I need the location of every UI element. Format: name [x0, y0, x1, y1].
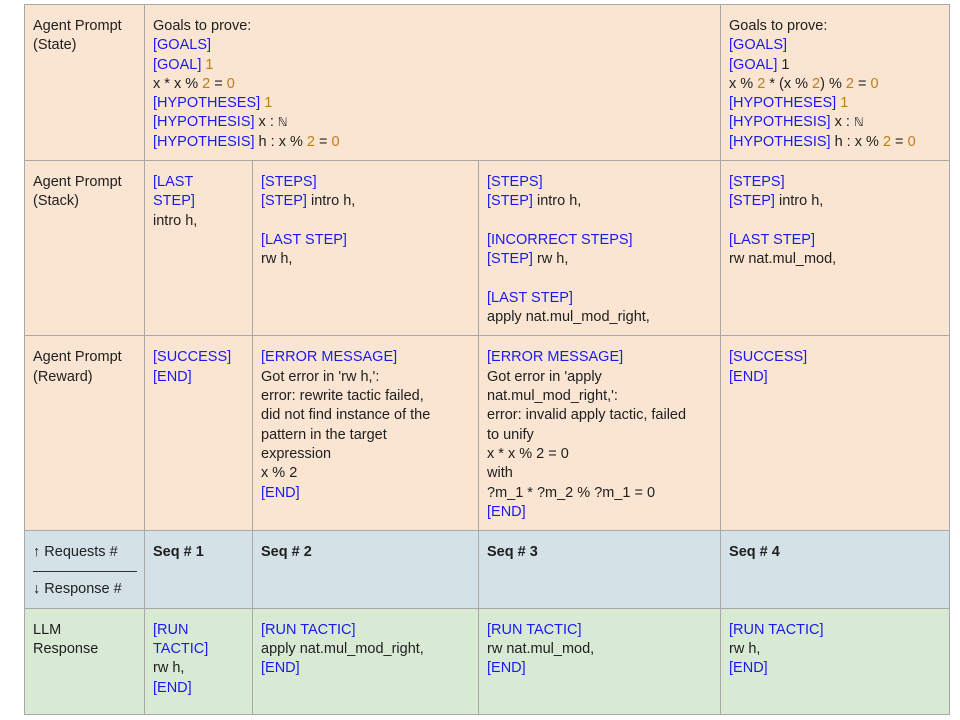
- tag-token: [LAST STEP]: [729, 231, 815, 248]
- tag-token: [HYPOTHESIS]: [729, 133, 831, 150]
- text-token: * (x %: [765, 75, 813, 92]
- tag-token: [RUN TACTIC]: [487, 621, 582, 638]
- state-cell-seq-1-3: [145, 5, 721, 161]
- text-token: rw h,: [153, 660, 185, 677]
- state-row: [25, 5, 950, 161]
- tag-token: [END]: [261, 660, 300, 677]
- reward-cell-seq-2: [253, 336, 479, 531]
- tag-token: [STEP]: [487, 251, 533, 268]
- text-token: Got error in 'rw h,': error: rewrite tactic failed, did not find instance of the pattern in the target expression x % 2: [261, 368, 431, 482]
- text-token: apply nat.mul_mod_right,: [261, 641, 424, 658]
- text-token: intro h,: [153, 212, 198, 229]
- tag-token: [STEP]: [487, 193, 533, 210]
- text-token: x :: [830, 114, 854, 131]
- seq-row: [25, 531, 950, 609]
- numeral-token: 2: [812, 75, 821, 92]
- stack-row: [25, 161, 950, 336]
- text-token: h : x %: [830, 133, 883, 150]
- text-token: apply nat.mul_mod_right,: [487, 309, 650, 326]
- state-row-label: Agent Prompt (State): [25, 5, 145, 161]
- tag-token: [HYPOTHESIS]: [153, 133, 255, 150]
- tag-token: [HYPOTHESES]: [729, 95, 837, 112]
- numeral-token: 0: [870, 75, 879, 92]
- text-token: intro h,: [536, 193, 582, 210]
- numeral-token: 2: [882, 133, 892, 150]
- stack-row-label: Agent Prompt (Stack): [25, 161, 145, 336]
- tag-token: [RUN TACTIC]: [153, 621, 209, 658]
- numeral-token: 2: [306, 133, 315, 150]
- tag-token: [STEP]: [729, 193, 775, 210]
- text-token: x * x %: [153, 75, 203, 92]
- tag-token: [GOAL]: [153, 56, 202, 73]
- seq-row-label: [25, 531, 145, 609]
- text-token: x :: [254, 114, 278, 131]
- numeral-token: 0: [331, 133, 340, 150]
- text-token: Got error in 'apply nat.mul_mod_right,': error: invalid apply tactic, failed to unify x * x % 2 = 0 with ?m_1 * ?m_2 % ?m_1 = 0: [487, 368, 687, 501]
- seq-number-4: Seq # 4: [721, 531, 950, 609]
- text-token: rw nat.mul_mod,: [729, 251, 837, 268]
- text-token: rw nat.mul_mod,: [487, 641, 595, 658]
- tag-token: [ERROR MESSAGE]: [487, 349, 624, 366]
- tag-token: [STEPS]: [261, 174, 317, 191]
- stack-cell-seq-4: [721, 161, 950, 336]
- tag-token: [END]: [153, 679, 192, 696]
- tag-token: [STEP]: [261, 193, 307, 210]
- text-token: ℕ: [853, 115, 864, 130]
- reward-cell-seq-4: [721, 336, 950, 531]
- tag-token: [END]: [487, 660, 526, 677]
- response-cell-seq-4: [721, 608, 950, 714]
- text-token: rw h,: [729, 641, 761, 658]
- numeral-token: 1: [260, 95, 273, 112]
- tag-token: [SUCCESS] [END]: [729, 349, 808, 385]
- tag-token: [END]: [487, 503, 526, 520]
- numeral-token: 2: [845, 75, 854, 92]
- text-token: =: [853, 75, 871, 92]
- tag-token: [HYPOTHESIS]: [729, 114, 831, 131]
- response-row-label: LLM Response: [25, 608, 145, 714]
- tag-token: [RUN TACTIC]: [729, 621, 824, 638]
- response-row: [25, 608, 950, 714]
- tag-token: [INCORRECT STEPS]: [487, 231, 633, 248]
- text-token: Goals to prove:: [729, 18, 828, 34]
- response-cell-seq-1: [145, 608, 253, 714]
- text-token: =: [315, 133, 332, 150]
- seq-number-1: Seq # 1: [145, 531, 253, 609]
- text-token: intro h,: [310, 193, 356, 210]
- text-token: ) %: [820, 75, 846, 92]
- reward-cell-seq-3: [479, 336, 721, 531]
- tag-token: [HYPOTHESES]: [153, 95, 261, 112]
- numeral-token: 1: [201, 56, 214, 73]
- text-token: intro h,: [778, 193, 824, 210]
- numeral-token: 2: [757, 75, 766, 92]
- state-cell-seq-4: [721, 5, 950, 161]
- tag-token: [LAST STEP]: [153, 174, 195, 210]
- tag-token: [GOALS]: [729, 37, 788, 54]
- text-token: =: [210, 75, 227, 92]
- numeral-token: 0: [907, 133, 916, 150]
- text-token: h : x %: [254, 133, 307, 150]
- tag-token: [HYPOTHESIS]: [153, 114, 255, 131]
- reward-cell-seq-1: [145, 336, 253, 531]
- tag-token: [GOAL]: [729, 56, 778, 73]
- stack-cell-seq-2: [253, 161, 479, 336]
- text-token: rw h,: [261, 251, 293, 268]
- response-label: ↓ Response #: [33, 581, 122, 598]
- tag-token: [STEPS]: [487, 174, 543, 191]
- text-token: x %: [729, 75, 758, 92]
- tag-token: [LAST STEP]: [261, 231, 347, 248]
- reward-row-label: Agent Prompt (Reward): [25, 336, 145, 531]
- tag-token: [STEPS]: [729, 174, 785, 191]
- numeral-token: 1: [836, 95, 849, 112]
- tag-token: [ERROR MESSAGE]: [261, 349, 398, 366]
- requests-label: ↑ Requests #: [33, 544, 118, 561]
- text-token: 1: [777, 56, 790, 73]
- response-cell-seq-2: [253, 608, 479, 714]
- tag-token: [RUN TACTIC]: [261, 621, 356, 638]
- text-token: Goals to prove:: [153, 18, 252, 34]
- text-token: rw h,: [536, 251, 569, 268]
- tag-token: [GOALS]: [153, 37, 212, 54]
- numeral-token: 0: [226, 75, 235, 92]
- text-token: ℕ: [277, 115, 288, 130]
- divider: [33, 571, 137, 572]
- response-cell-seq-3: [479, 608, 721, 714]
- seq-number-2: Seq # 2: [253, 531, 479, 609]
- tag-token: [END]: [261, 484, 300, 501]
- stack-cell-seq-3: [479, 161, 721, 336]
- seq-number-3: Seq # 3: [479, 531, 721, 609]
- numeral-token: 2: [202, 75, 211, 92]
- reward-row: [25, 336, 950, 531]
- tag-token: [LAST STEP]: [487, 289, 573, 306]
- stack-cell-seq-1: [145, 161, 253, 336]
- text-token: =: [891, 133, 908, 150]
- tag-token: [SUCCESS] [END]: [153, 349, 232, 385]
- tag-token: [END]: [729, 660, 768, 677]
- proof-steps-table: [24, 4, 950, 715]
